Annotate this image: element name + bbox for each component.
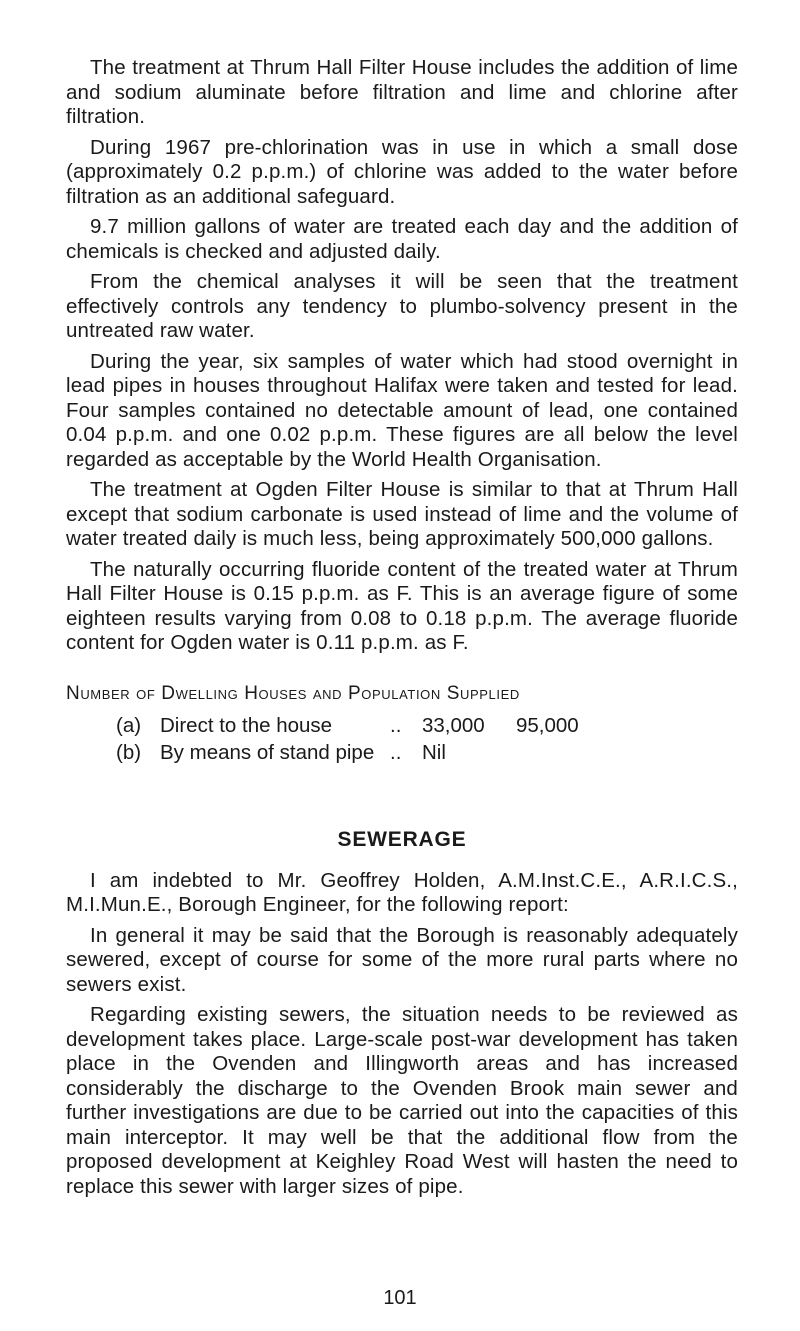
dwelling-houses-heading: Number of Dwelling Houses and Population Supplied xyxy=(66,682,520,704)
supply-row-houses: Nil xyxy=(422,741,446,764)
supply-row-leader-dots: .. xyxy=(390,741,402,764)
sewerage-section-title: SEWERAGE xyxy=(337,828,467,851)
paragraph-indebted: I am indebted to Mr. Geoffrey Holden, A.M.Inst.C.E., A.R.I.C.S., M.I.Mun.E., Borough Engineer, for the following report: xyxy=(66,868,738,916)
paragraph-borough-sewered: In general it may be said that the Borough is reasonably adequately sewered, except of course for some of the more rural parts where no sewers exist. xyxy=(66,923,738,996)
paragraph-gallons-treated: 9.7 million gallons of water are treated each day and the addition of chemicals is checked and adjusted daily. xyxy=(66,215,738,263)
paragraph-existing-sewers: Regarding existing sewers, the situation needs to be reviewed as development takes place. Large-scale post-war development has taken place in the Ovenden and Illingworth areas and has increased considerably the discharge to the Ovenden Brook main sewer and further investigations are due to be carried out into the capacities of this main interceptor. It may well be that the additional flow from the proposed development at Keighley Road West will hasten the need to replace this sewer with larger sizes of pipe. xyxy=(66,1003,738,1198)
supply-row-label: (a) xyxy=(116,714,142,737)
supply-table xyxy=(116,712,738,766)
supply-row-population: 95,000 xyxy=(516,714,579,737)
supply-row xyxy=(116,739,738,766)
paragraph-fluoride-content: The naturally occurring fluoride content of the treated water at Thrum Hall Filter House is 0.15 p.p.m. as F. This is an average figure of some eighteen results varying from 0.08 to 0.18 p.p.m. The average fluoride content for Ogden water is 0.11 p.p.m. as F. xyxy=(66,557,738,654)
supply-row-label: (b) xyxy=(116,741,142,764)
supply-row-description: By means of stand pipe xyxy=(160,741,375,764)
supply-row-description: Direct to the house xyxy=(160,714,333,737)
paragraph-ogden-treatment: The treatment at Ogden Filter House is similar to that at Thrum Hall except that sodium carbonate is used instead of lime and the volume of water treated daily is much less, being approximately 500,000 gallons. xyxy=(66,478,738,550)
supply-row xyxy=(116,712,738,739)
supply-row-population xyxy=(516,739,606,766)
supply-row-leader-dots: .. xyxy=(390,714,402,737)
paragraph-chemical-analyses: From the chemical analyses it will be seen that the treatment effectively controls any tendency to plumbo-solvency present in the untreated raw water. xyxy=(66,270,738,342)
page-number: 101 xyxy=(383,1287,417,1309)
supply-row-houses: 33,000 xyxy=(422,714,485,737)
paragraph-pre-chlorination: During 1967 pre-chlorination was in use in which a small dose (approximately 0.2 p.p.m.) of chlorine was added to the water before filtration as an additional safeguard. xyxy=(66,135,738,208)
paragraph-treatment-thrum-hall: The treatment at Thrum Hall Filter House includes the addition of lime and sodium aluminate before filtration and lime and chlorine after filtration. xyxy=(66,56,738,128)
paragraph-lead-samples: During the year, six samples of water which had stood overnight in lead pipes in houses throughout Halifax were taken and tested for lead. Four samples contained no detectable amount of lead, one contained 0.04 p.p.m. and one 0.02 p.p.m. These figures are all below the level regarded as acceptable by the World Health Organisation. xyxy=(66,349,738,471)
